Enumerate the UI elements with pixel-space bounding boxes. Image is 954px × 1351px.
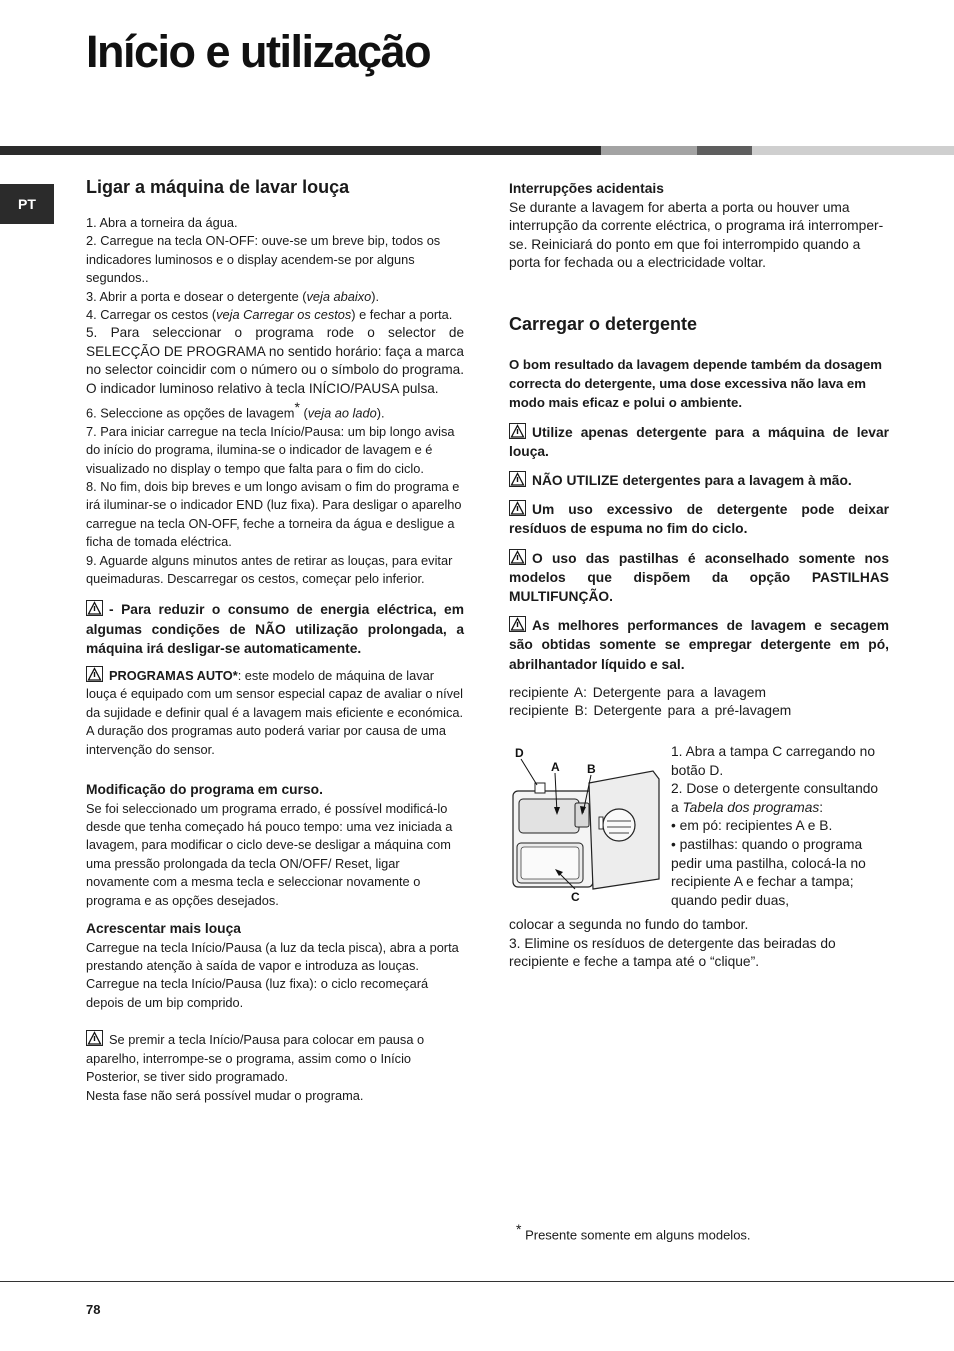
figure-label-a: A: [551, 760, 560, 774]
page-title: Início e utilização: [86, 26, 431, 77]
header-rule-mid: [697, 146, 752, 155]
pause-warning: Se premir a tecla Início/Pausa para colocar em pausa o aparelho, interrompe-se o programa, assim como o Início Posterior, se tiver sido programado.: [86, 1032, 425, 1085]
recipient-a: recipiente A: Detergente para a lavagem: [509, 684, 766, 700]
warning-icon: [509, 500, 526, 516]
add-dishes-text: Carregue na tecla Início/Pausa (a luz da tecla pisca), abra a porta prestando atenção à saída de vapor e introduza as louças. Carregue na tecla Início/Pausa (luz fixa): o ciclo recomeçará depois de um bip comprido.: [86, 939, 459, 1010]
auto-programs-note: A duração dos programas auto poderá variar por causa de uma intervenção do sensor.: [86, 723, 446, 757]
right-column: [509, 172, 889, 969]
language-tab: PT: [0, 184, 54, 224]
section-heading-start: Ligar a máquina de lavar louça: [86, 177, 350, 197]
warning-icon: [86, 666, 103, 682]
figure-bullet-2: • pastilhas: quando o programa pedir uma pastilha, colocá-la no recipiente A e fechar a tampa; quando pedir duas,: [671, 836, 866, 908]
figure-label-d: D: [515, 746, 524, 760]
step-9: 9. Aguarde alguns minutos antes de retirar as louças, para evitar queimaduras. Descarregar os cestos, começar pelo inferior.: [86, 552, 453, 586]
auto-programs: PROGRAMAS AUTO*: este modelo de máquina de lavar louça é equipado com um sensor especial capaz de avaliar o nível da sujidade e definir qual é a lavagem mais eficiente e económica.: [86, 668, 464, 720]
step-6: 6. Seleccione as opções de lavagem* (veja ao lado).: [86, 399, 385, 421]
step-8: 8. No fim, dois bip breves e um longo avisam o fim do programa e irá iluminar-se o indicador END (luz fixa). Para desligar o aparelho carregue na tecla ON-OFF, feche a torneira da água e desligue a ficha de tomada eléctrica.: [86, 478, 462, 550]
figure-tail-1: colocar a segunda no fundo do tambor.: [509, 917, 749, 932]
figure-tail-text: [509, 916, 889, 972]
step-1: 1. Abra a torneira da água.: [86, 215, 238, 230]
warning-icon: [509, 423, 526, 439]
step-4: 4. Carregar os cestos (veja Carregar os cestos) e fechar a porta.: [86, 307, 453, 323]
warning-icon: [509, 616, 526, 632]
figure-bullet-1: • em pó: recipientes A e B.: [671, 818, 833, 834]
step-7: 7. Para iniciar carregue na tecla Início/Pausa: um bip longo avisa do início do programa, ilumina-se o indicador de lavagem e é visualizado no display o tempo que falta para o fim do ciclo.: [86, 423, 455, 476]
detergent-warning-1: Utilize apenas detergente para a máquina de levar louça.: [509, 424, 889, 459]
left-column: [86, 172, 464, 1105]
footer-rule: [0, 1281, 954, 1282]
header-rule-dark: [0, 146, 601, 155]
figure-label-c: C: [571, 890, 580, 903]
add-dishes-heading: Acrescentar mais louça: [86, 921, 241, 937]
header-rule-pale: [752, 146, 954, 155]
step-3: 3. Abrir a porta e dosear o detergente (veja abaixo).: [86, 288, 380, 304]
detergent-warning-2: NÃO UTILIZE detergentes para a lavagem à mão.: [509, 471, 889, 490]
detergent-dispenser-illustration: [509, 743, 667, 903]
pause-note: Nesta fase não será possível mudar o programa.: [86, 1087, 364, 1103]
page-number: 78: [86, 1302, 101, 1317]
step-5: 5. Para seleccionar o programa rode o selector de SELECÇÃO DE PROGRAMA no sentido horário: faça a marca no selector coincidir com o número ou o símbolo do programa. O indicador luminoso relativo à tecla INÍCIO/PAUSA pulsa.: [86, 325, 464, 396]
figure-label-b: B: [587, 762, 596, 776]
figure-step-3: 3. Elimine os resíduos de detergente das beiradas do recipiente e feche a tampa até o “clique”.: [509, 935, 836, 970]
modify-text: Se foi seleccionado um programa errado, é possível modificá-lo desde que tenha começado há pouco tempo: uma vez iniciada a lavagem, para modificar o ciclo deve-se desligar a máquina com uma pressão prolongada da tecla ON/OFF/ Reset, ligar novamente com a mesma tecla e seleccionar novamente o programa e as opções desejados.: [86, 800, 453, 908]
warning-icon: [86, 1030, 103, 1046]
recipient-b: recipiente B: Detergente para a pré-lavagem: [509, 703, 792, 719]
header-rule-light: [601, 146, 697, 155]
detergent-warning-3: Um uso excessivo de detergente pode deixar resíduos de espuma no fim do ciclo.: [509, 502, 889, 537]
detergent-intro: O bom resultado da lavagem depende também da dosagem correcta do detergente, uma dose excessiva não lava em modo mais eficaz e polui o ambiente.: [509, 356, 883, 411]
modify-heading: Modificação do programa em curso.: [86, 782, 323, 798]
warning-icon: [509, 549, 526, 565]
interrupt-heading: Interrupções acidentais: [509, 181, 664, 196]
warning-icon: [509, 471, 526, 487]
figure-step-1: 1. Abra a tampa C carregando no botão D.: [671, 744, 876, 778]
step-2: 2. Carregue na tecla ON-OFF: ouve-se um breve bip, todos os indicadores luminosos e o display acendem-se por alguns segundos..: [86, 233, 441, 286]
figure-instructions: [671, 743, 889, 910]
detergent-warning-5: As melhores performances de lavagem e secagem são obtidas somente se empregar detergente em pó, abrilhantador líquido e sal.: [509, 618, 889, 672]
detergent-warning-4: O uso das pastilhas é aconselhado somente nos modelos que dispõem da opção PASTILHAS MULTIFUNÇÃO.: [509, 550, 889, 604]
detergent-dispenser-figure-block: [509, 743, 889, 969]
warning-icon: [86, 600, 103, 616]
footnote: * Presente somente em alguns modelos.: [516, 1221, 751, 1243]
section-heading-detergent: Carregar o detergente: [509, 313, 698, 334]
interrupt-text: Se durante a lavagem for aberta a porta ou houver uma interrupção da corrente eléctrica, o programa irá interromper-se. Reiniciará do ponto em que foi interrompido quando a porta for fechada ou a electricidade voltar.: [509, 199, 884, 271]
figure-step-2: 2. Dose o detergente consultando a Tabela dos programas:: [671, 781, 879, 815]
energy-warning: - Para reduzir o consumo de energia eléctrica, em algumas condições de NÃO utilização prolongada, a máquina irá desligar-se automaticamente.: [86, 602, 464, 656]
